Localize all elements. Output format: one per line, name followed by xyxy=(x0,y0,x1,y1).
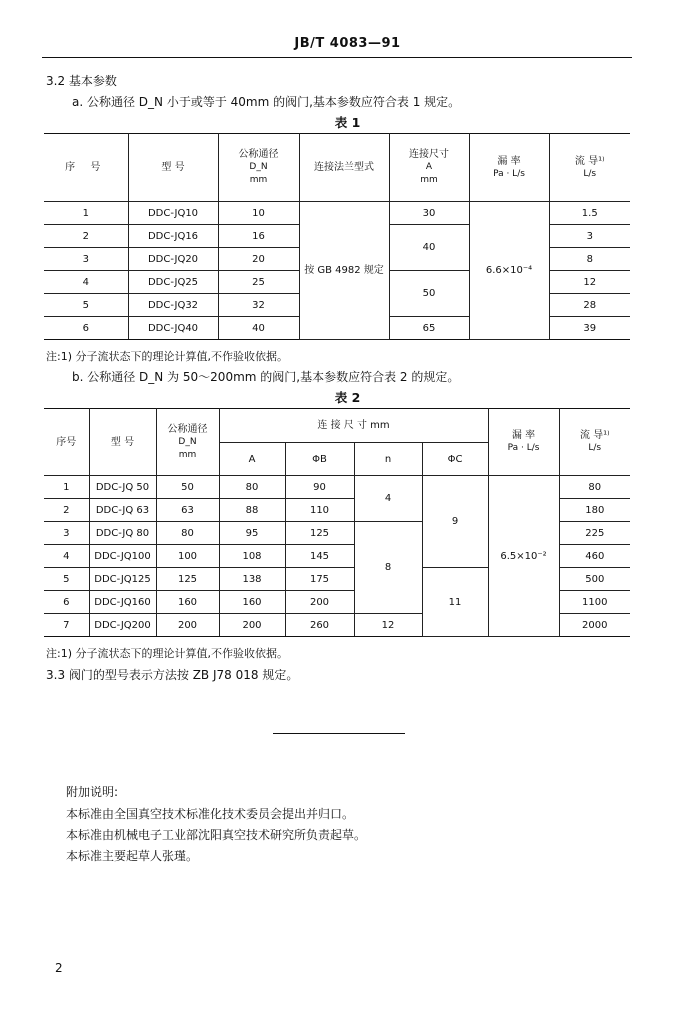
t2-flow-cell: 460 xyxy=(559,545,630,568)
t2-header-seq: 序号 xyxy=(44,409,89,476)
t1-dn-cell: 25 xyxy=(218,271,299,294)
t2-dn-cell: 125 xyxy=(156,568,219,591)
t2-header-a: A xyxy=(219,443,285,476)
t2-n-cell: 12 xyxy=(354,614,422,637)
table2-note: 注:1) 分子流状态下的理论计算值,不作验收依据。 xyxy=(46,647,288,660)
t2-flow-cell: 180 xyxy=(559,499,630,522)
t1-conn-cell: 50 xyxy=(389,271,469,317)
table-row xyxy=(44,476,630,499)
t1-flow-cell: 1.5 xyxy=(549,202,630,225)
t2-b-cell: 110 xyxy=(285,499,354,522)
t2-b-cell: 175 xyxy=(285,568,354,591)
table-row xyxy=(44,202,630,225)
end-rule xyxy=(273,733,405,734)
t1-leak-merged: 6.6×10⁻⁴ xyxy=(469,202,549,340)
t1-dn-cell: 16 xyxy=(218,225,299,248)
t1-seq-cell: 3 xyxy=(44,248,128,271)
t2-seq-cell: 5 xyxy=(44,568,89,591)
t1-model-cell: DDC-JQ10 xyxy=(128,202,218,225)
t2-seq-cell: 4 xyxy=(44,545,89,568)
t2-model-cell: DDC-JQ200 xyxy=(89,614,156,637)
t1-dn-cell: 10 xyxy=(218,202,299,225)
t2-b-cell: 260 xyxy=(285,614,354,637)
t2-a-cell: 95 xyxy=(219,522,285,545)
t1-model-cell: DDC-JQ16 xyxy=(128,225,218,248)
t2-seq-cell: 3 xyxy=(44,522,89,545)
t2-leak-merged: 6.5×10⁻² xyxy=(488,476,559,637)
t2-header-c: ΦC xyxy=(422,443,488,476)
t2-seq-cell: 6 xyxy=(44,591,89,614)
table1-caption: 表 1 xyxy=(334,115,361,130)
page-number: 2 xyxy=(55,961,63,975)
t1-flow-cell: 39 xyxy=(549,317,630,340)
t2-c-merged: 9 xyxy=(422,476,488,568)
t2-flow-cell: 2000 xyxy=(559,614,630,637)
t2-b-cell: 200 xyxy=(285,591,354,614)
appendix-title: 附加说明: xyxy=(66,785,119,799)
t2-a-cell: 138 xyxy=(219,568,285,591)
section-3-2-title: 3.2 基本参数 xyxy=(46,74,117,88)
t2-dn-cell: 63 xyxy=(156,499,219,522)
standard-number: JB/T 4083—91 xyxy=(294,36,401,51)
t2-header-leak: 漏 率 Pa · L/s xyxy=(488,409,559,476)
section-3-2-item-a: a. 公称通径 D_N 小于或等于 40mm 的阀门,基本参数应符合表 1 规定。 xyxy=(72,95,461,109)
t2-dn-cell: 200 xyxy=(156,614,219,637)
table-2 xyxy=(44,408,630,637)
t2-dn-cell: 160 xyxy=(156,591,219,614)
t2-n-merged: 4 xyxy=(354,476,422,522)
t1-flow-cell: 12 xyxy=(549,271,630,294)
appendix-line: 本标准由机械电子工业部沈阳真空技术研究所负责起草。 xyxy=(66,828,367,842)
t2-flow-cell: 1100 xyxy=(559,591,630,614)
t1-dn-cell: 20 xyxy=(218,248,299,271)
t1-seq-cell: 5 xyxy=(44,294,128,317)
t1-header-dn: 公称通径 D_N mm xyxy=(218,134,299,202)
t2-model-cell: DDC-JQ100 xyxy=(89,545,156,568)
t2-c-merged: 11 xyxy=(422,568,488,637)
t2-header-model: 型 号 xyxy=(89,409,156,476)
t2-flow-cell: 80 xyxy=(559,476,630,499)
t2-model-cell: DDC-JQ 50 xyxy=(89,476,156,499)
t1-model-cell: DDC-JQ32 xyxy=(128,294,218,317)
t2-seq-cell: 1 xyxy=(44,476,89,499)
t2-model-cell: DDC-JQ 63 xyxy=(89,499,156,522)
t1-header-seq: 序 号 xyxy=(44,134,128,202)
t1-seq-cell: 6 xyxy=(44,317,128,340)
t1-model-cell: DDC-JQ25 xyxy=(128,271,218,294)
t2-b-cell: 125 xyxy=(285,522,354,545)
appendix-line: 本标准主要起草人张瑾。 xyxy=(66,849,199,863)
header-rule xyxy=(42,57,632,58)
table2-caption: 表 2 xyxy=(334,390,361,405)
t2-a-cell: 200 xyxy=(219,614,285,637)
t2-model-cell: DDC-JQ160 xyxy=(89,591,156,614)
section-3-2-item-b: b. 公称通径 D_N 为 50～200mm 的阀门,基本参数应符合表 2 的规定。 xyxy=(72,370,460,384)
t1-seq-cell: 1 xyxy=(44,202,128,225)
t1-conn-cell: 30 xyxy=(389,202,469,225)
appendix-line: 本标准由全国真空技术标准化技术委员会提出并归口。 xyxy=(66,807,355,821)
t1-header-conn: 连接尺寸 A mm xyxy=(389,134,469,202)
t2-b-cell: 145 xyxy=(285,545,354,568)
t1-header-flange: 连接法兰型式 xyxy=(299,134,389,202)
t2-header-b: ΦB xyxy=(285,443,354,476)
t1-model-cell: DDC-JQ20 xyxy=(128,248,218,271)
t2-a-cell: 160 xyxy=(219,591,285,614)
table-1 xyxy=(44,133,630,340)
table1-note: 注:1) 分子流状态下的理论计算值,不作验收依据。 xyxy=(46,350,288,363)
t2-header-conn-group: 连 接 尺 寸 mm xyxy=(219,409,488,443)
t1-flange-merged: 按 GB 4982 规定 xyxy=(299,202,389,340)
t2-model-cell: DDC-JQ 80 xyxy=(89,522,156,545)
t1-conn-cell: 40 xyxy=(389,225,469,271)
t1-flow-cell: 3 xyxy=(549,225,630,248)
t1-seq-cell: 4 xyxy=(44,271,128,294)
t2-seq-cell: 7 xyxy=(44,614,89,637)
t1-model-cell: DDC-JQ40 xyxy=(128,317,218,340)
t2-header-flow: 流 导¹⁾ L/s xyxy=(559,409,630,476)
t2-a-cell: 88 xyxy=(219,499,285,522)
t2-flow-cell: 225 xyxy=(559,522,630,545)
t1-flow-cell: 8 xyxy=(549,248,630,271)
t1-seq-cell: 2 xyxy=(44,225,128,248)
t2-model-cell: DDC-JQ125 xyxy=(89,568,156,591)
t2-b-cell: 90 xyxy=(285,476,354,499)
t2-header-dn: 公称通径 D_N mm xyxy=(156,409,219,476)
t2-a-cell: 80 xyxy=(219,476,285,499)
section-3-3: 3.3 阀门的型号表示方法按 ZB J78 018 规定。 xyxy=(46,668,299,682)
t2-n-merged: 8 xyxy=(354,522,422,614)
t1-dn-cell: 40 xyxy=(218,317,299,340)
t2-seq-cell: 2 xyxy=(44,499,89,522)
t1-header-model: 型 号 xyxy=(128,134,218,202)
t1-flow-cell: 28 xyxy=(549,294,630,317)
t2-header-n: n xyxy=(354,443,422,476)
t1-header-flow: 流 导¹⁾ L/s xyxy=(549,134,630,202)
t1-conn-cell: 65 xyxy=(389,317,469,340)
t1-header-leak: 漏 率 Pa · L/s xyxy=(469,134,549,202)
t2-a-cell: 108 xyxy=(219,545,285,568)
t2-flow-cell: 500 xyxy=(559,568,630,591)
t2-dn-cell: 50 xyxy=(156,476,219,499)
t2-dn-cell: 80 xyxy=(156,522,219,545)
t1-dn-cell: 32 xyxy=(218,294,299,317)
t2-dn-cell: 100 xyxy=(156,545,219,568)
